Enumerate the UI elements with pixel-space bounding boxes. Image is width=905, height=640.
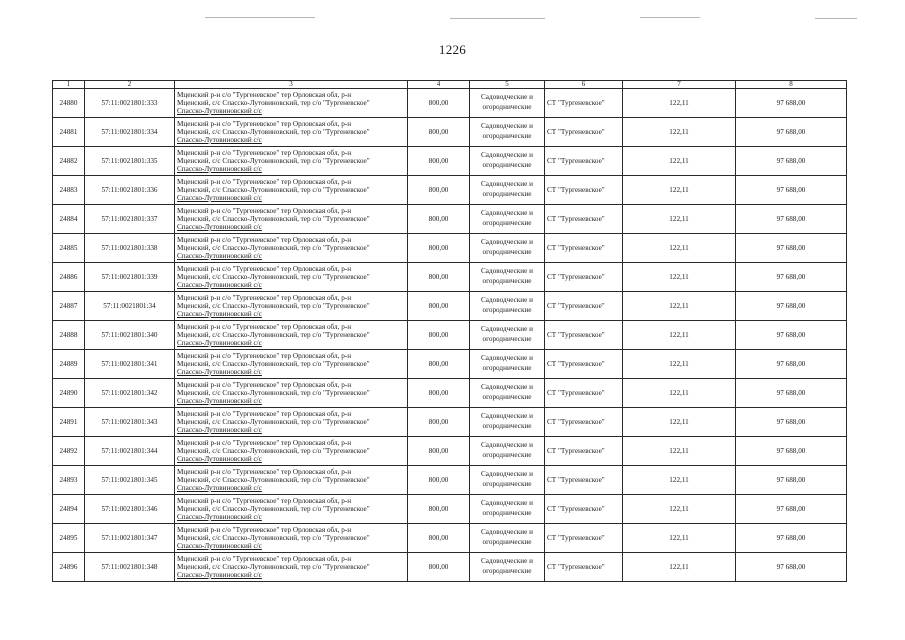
cadastral-value-cell: 97 688,00 [736,321,847,350]
cadastral-value-cell: 97 688,00 [736,118,847,147]
land-use-line: огороднические [482,509,532,517]
column-number-header: 3 [175,81,408,89]
unit-value-cell: 122,11 [623,234,736,263]
row-number-cell: 24894 [53,495,85,524]
column-number-header: 6 [545,81,623,89]
unit-value-cell: 122,11 [623,263,736,292]
land-use-cell [470,292,545,321]
unit-value-cell: 122,11 [623,89,736,118]
land-use-line: Садоводческие и [481,354,533,363]
land-use-line: Садоводческие и [481,151,533,160]
row-number-cell: 24886 [53,263,85,292]
land-use-cell [470,321,545,350]
cadastral-value-cell: 97 688,00 [736,89,847,118]
row-number-cell: 24884 [53,205,85,234]
cadastral-value-cell: 97 688,00 [736,379,847,408]
area-cell: 800,00 [408,466,470,495]
address-cell [175,466,408,495]
land-use-line: огороднические [482,335,532,343]
area-cell: 800,00 [408,292,470,321]
land-use-line: Садоводческие и [481,267,533,276]
row-number-cell: 24885 [53,234,85,263]
area-cell: 800,00 [408,350,470,379]
table-row [53,205,847,234]
address-cell [175,350,408,379]
address-line: Мценский р-н с/о "Тургеневское" тер Орловская обл, р-н [177,90,352,99]
land-use-cell [470,553,545,582]
land-use-line: Садоводческие и [481,238,533,247]
cadastral-value-cell: 97 688,00 [736,437,847,466]
column-number-row [53,81,847,89]
address-cell [175,234,408,263]
address-line: Мценский, с/с Спасско-Лутовиновский, тер с/о "Тургеневское" [177,359,370,368]
owner-cell: СТ "Тургеневское" [545,437,623,466]
address-cell [175,292,408,321]
row-number-cell: 24892 [53,437,85,466]
area-cell: 800,00 [408,147,470,176]
cadastral-value-cell: 97 688,00 [736,466,847,495]
land-use-cell [470,205,545,234]
address-cell [175,89,408,118]
column-number-header: 7 [623,81,736,89]
address-line: Мценский р-н с/о "Тургеневское" тер Орловская обл, р-н [177,177,352,186]
cadastral-number-cell: 57:11:0021801:337 [85,205,175,234]
cadastral-number-cell: 57:11:0021801:348 [85,553,175,582]
land-use-cell [470,263,545,292]
address-line: Мценский р-н с/о "Тургеневское" тер Орловская обл, р-н [177,264,352,273]
cadastral-number-cell: 57:11:0021801:343 [85,408,175,437]
table-row [53,321,847,350]
address-cell [175,205,408,234]
address-line: Спасско-Лутовиновский с/с [177,136,262,145]
cadastral-value-cell: 97 688,00 [736,524,847,553]
area-cell: 800,00 [408,176,470,205]
address-cell [175,553,408,582]
scan-mark [640,17,700,18]
owner-cell: СТ "Тургеневское" [545,321,623,350]
cadastral-value-cell: 97 688,00 [736,350,847,379]
cadastral-value-cell: 97 688,00 [736,234,847,263]
land-use-line: огороднические [482,306,532,314]
address-cell [175,495,408,524]
owner-cell: СТ "Тургеневское" [545,89,623,118]
row-number-cell: 24887 [53,292,85,321]
land-use-cell [470,89,545,118]
unit-value-cell: 122,11 [623,437,736,466]
owner-cell: СТ "Тургеневское" [545,205,623,234]
land-use-line: огороднические [482,277,532,285]
address-line: Мценский р-н с/о "Тургеневское" тер Орловская обл, р-н [177,438,352,447]
land-use-line: огороднические [482,393,532,401]
address-line: Мценский р-н с/о "Тургеневское" тер Орловская обл, р-н [177,293,352,302]
area-cell: 800,00 [408,437,470,466]
address-line: Мценский, с/с Спасско-Лутовиновский, тер с/о "Тургеневское" [177,475,370,484]
land-use-line: Садоводческие и [481,325,533,334]
registry-table [52,80,847,582]
area-cell: 800,00 [408,524,470,553]
land-use-cell [470,466,545,495]
column-number-header: 4 [408,81,470,89]
address-line: Мценский, с/с Спасско-Лутовиновский, тер с/о "Тургеневское" [177,272,370,281]
area-cell: 800,00 [408,205,470,234]
row-number-cell: 24895 [53,524,85,553]
address-line: Спасско-Лутовиновский с/с [177,426,262,435]
address-line: Спасско-Лутовиновский с/с [177,194,262,203]
land-use-cell [470,437,545,466]
table-row [53,379,847,408]
area-cell: 800,00 [408,408,470,437]
land-use-line: огороднические [482,190,532,198]
land-use-line: Садоводческие и [481,209,533,218]
land-use-line: огороднические [482,480,532,488]
address-cell [175,437,408,466]
address-line: Мценский, с/с Спасско-Лутовиновский, тер с/о "Тургеневское" [177,301,370,310]
address-line: Мценский, с/с Спасско-Лутовиновский, тер с/о "Тургеневское" [177,330,370,339]
address-line: Мценский р-н с/о "Тургеневское" тер Орловская обл, р-н [177,235,352,244]
table-row [53,350,847,379]
address-line: Мценский р-н с/о "Тургеневское" тер Орловская обл, р-н [177,351,352,360]
row-number-cell: 24880 [53,89,85,118]
owner-cell: СТ "Тургеневское" [545,292,623,321]
table-row [53,437,847,466]
address-line: Спасско-Лутовиновский с/с [177,223,262,232]
land-use-cell [470,495,545,524]
owner-cell: СТ "Тургеневское" [545,176,623,205]
cadastral-number-cell: 57:11:0021801:333 [85,89,175,118]
table-row [53,553,847,582]
column-number-header: 8 [736,81,847,89]
cadastral-number-cell: 57:11:0021801:335 [85,147,175,176]
address-cell [175,321,408,350]
owner-cell: СТ "Тургеневское" [545,495,623,524]
cadastral-number-cell: 57:11:0021801:338 [85,234,175,263]
land-use-line: Садоводческие и [481,470,533,479]
table-row [53,176,847,205]
land-use-cell [470,524,545,553]
address-line: Мценский, с/с Спасско-Лутовиновский, тер с/о "Тургеневское" [177,156,370,165]
land-use-line: Садоводческие и [481,441,533,450]
owner-cell: СТ "Тургеневское" [545,263,623,292]
cadastral-value-cell: 97 688,00 [736,263,847,292]
land-use-line: Садоводческие и [481,93,533,102]
cadastral-number-cell: 57:11:0021801:340 [85,321,175,350]
unit-value-cell: 122,11 [623,292,736,321]
table-row [53,495,847,524]
address-line: Мценский, с/с Спасско-Лутовиновский, тер с/о "Тургеневское" [177,417,370,426]
table-row [53,466,847,495]
area-cell: 800,00 [408,553,470,582]
cadastral-value-cell: 97 688,00 [736,292,847,321]
column-number-header: 5 [470,81,545,89]
address-line: Мценский, с/с Спасско-Лутовиновский, тер с/о "Тургеневское" [177,388,370,397]
cadastral-value-cell: 97 688,00 [736,205,847,234]
address-line: Мценский р-н с/о "Тургеневское" тер Орловская обл, р-н [177,554,352,563]
row-number-cell: 24883 [53,176,85,205]
table-row [53,118,847,147]
address-line: Спасско-Лутовиновский с/с [177,484,262,493]
land-use-line: огороднические [482,132,532,140]
address-line: Спасско-Лутовиновский с/с [177,281,262,290]
row-number-cell: 24896 [53,553,85,582]
cadastral-number-cell: 57:11:0021801:334 [85,118,175,147]
cadastral-number-cell: 57:11:0021801:336 [85,176,175,205]
cadastral-number-cell: 57:11:0021801:342 [85,379,175,408]
scan-mark [205,17,315,18]
address-line: Мценский р-н с/о "Тургеневское" тер Орловская обл, р-н [177,409,352,418]
address-line: Мценский р-н с/о "Тургеневское" тер Орловская обл, р-н [177,467,352,476]
address-line: Мценский, с/с Спасско-Лутовиновский, тер с/о "Тургеневское" [177,214,370,223]
owner-cell: СТ "Тургеневское" [545,234,623,263]
row-number-cell: 24881 [53,118,85,147]
land-use-line: огороднические [482,538,532,546]
table-row [53,234,847,263]
land-use-line: Садоводческие и [481,499,533,508]
address-line: Мценский р-н с/о "Тургеневское" тер Орловская обл, р-н [177,148,352,157]
unit-value-cell: 122,11 [623,118,736,147]
address-line: Мценский р-н с/о "Тургеневское" тер Орловская обл, р-н [177,525,352,534]
address-line: Спасско-Лутовиновский с/с [177,339,262,348]
land-use-line: огороднические [482,422,532,430]
land-use-line: огороднические [482,161,532,169]
cadastral-value-cell: 97 688,00 [736,495,847,524]
owner-cell: СТ "Тургеневское" [545,379,623,408]
owner-cell: СТ "Тургеневское" [545,408,623,437]
address-cell [175,176,408,205]
cadastral-number-cell: 57:11:0021801:339 [85,263,175,292]
area-cell: 800,00 [408,495,470,524]
unit-value-cell: 122,11 [623,524,736,553]
land-use-line: Садоводческие и [481,383,533,392]
address-line: Мценский р-н с/о "Тургеневское" тер Орловская обл, р-н [177,496,352,505]
unit-value-cell: 122,11 [623,466,736,495]
table-row [53,524,847,553]
address-line: Спасско-Лутовиновский с/с [177,542,262,551]
land-use-line: Садоводческие и [481,180,533,189]
address-line: Спасско-Лутовиновский с/с [177,310,262,319]
table-row [53,408,847,437]
column-number-header: 1 [53,81,85,89]
address-line: Спасско-Лутовиновский с/с [177,368,262,377]
cadastral-number-cell: 57:11:0021801:341 [85,350,175,379]
column-number-header: 2 [85,81,175,89]
land-use-line: Садоводческие и [481,557,533,566]
address-cell [175,524,408,553]
address-line: Спасско-Лутовиновский с/с [177,513,262,522]
address-line: Мценский р-н с/о "Тургеневское" тер Орловская обл, р-н [177,119,352,128]
address-line: Спасско-Лутовиновский с/с [177,455,262,464]
row-number-cell: 24890 [53,379,85,408]
address-line: Мценский р-н с/о "Тургеневское" тер Орловская обл, р-н [177,206,352,215]
unit-value-cell: 122,11 [623,147,736,176]
land-use-line: Садоводческие и [481,122,533,131]
row-number-cell: 24889 [53,350,85,379]
unit-value-cell: 122,11 [623,350,736,379]
cadastral-number-cell: 57:11:0021801:345 [85,466,175,495]
owner-cell: СТ "Тургеневское" [545,350,623,379]
land-use-cell [470,118,545,147]
address-line: Мценский р-н с/о "Тургеневское" тер Орловская обл, р-н [177,380,352,389]
table-row [53,292,847,321]
unit-value-cell: 122,11 [623,553,736,582]
address-cell [175,118,408,147]
cadastral-value-cell: 97 688,00 [736,408,847,437]
address-cell [175,379,408,408]
cadastral-value-cell: 97 688,00 [736,147,847,176]
cadastral-value-cell: 97 688,00 [736,553,847,582]
unit-value-cell: 122,11 [623,408,736,437]
address-line: Спасско-Лутовиновский с/с [177,165,262,174]
row-number-cell: 24893 [53,466,85,495]
land-use-line: огороднические [482,219,532,227]
address-line: Мценский, с/с Спасско-Лутовиновский, тер с/о "Тургеневское" [177,243,370,252]
land-use-cell [470,234,545,263]
address-line: Спасско-Лутовиновский с/с [177,397,262,406]
cadastral-number-cell: 57:11:0021801:346 [85,495,175,524]
table-row [53,147,847,176]
address-line: Спасско-Лутовиновский с/с [177,252,262,261]
address-line: Мценский р-н с/о "Тургеневское" тер Орловская обл, р-н [177,322,352,331]
area-cell: 800,00 [408,321,470,350]
scan-mark [815,18,857,19]
cadastral-number-cell: 57:11:0021801:34 [85,292,175,321]
table-row [53,263,847,292]
address-line: Мценский, с/с Спасско-Лутовиновский, тер с/о "Тургеневское" [177,127,370,136]
address-line: Мценский, с/с Спасско-Лутовиновский, тер с/о "Тургеневское" [177,185,370,194]
owner-cell: СТ "Тургеневское" [545,553,623,582]
owner-cell: СТ "Тургеневское" [545,118,623,147]
unit-value-cell: 122,11 [623,379,736,408]
land-use-cell [470,350,545,379]
address-line: Мценский, с/с Спасско-Лутовиновский, тер с/о "Тургеневское" [177,98,370,107]
area-cell: 800,00 [408,118,470,147]
land-use-line: огороднические [482,248,532,256]
land-use-cell [470,408,545,437]
land-use-line: Садоводческие и [481,412,533,421]
land-use-cell [470,379,545,408]
land-use-line: огороднические [482,103,532,111]
owner-cell: СТ "Тургеневское" [545,466,623,495]
table-row [53,89,847,118]
address-cell [175,147,408,176]
land-use-line: огороднические [482,567,532,575]
cadastral-value-cell: 97 688,00 [736,176,847,205]
cadastral-number-cell: 57:11:0021801:344 [85,437,175,466]
address-line: Мценский, с/с Спасско-Лутовиновский, тер с/о "Тургеневское" [177,533,370,542]
land-use-line: огороднические [482,364,532,372]
area-cell: 800,00 [408,263,470,292]
land-use-cell [470,147,545,176]
address-line: Спасско-Лутовиновский с/с [177,107,262,116]
area-cell: 800,00 [408,379,470,408]
row-number-cell: 24882 [53,147,85,176]
scan-mark [450,18,545,19]
row-number-cell: 24888 [53,321,85,350]
address-line: Спасско-Лутовиновский с/с [177,571,262,580]
area-cell: 800,00 [408,89,470,118]
unit-value-cell: 122,11 [623,495,736,524]
unit-value-cell: 122,11 [623,205,736,234]
area-cell: 800,00 [408,234,470,263]
land-use-line: огороднические [482,451,532,459]
land-use-cell [470,176,545,205]
row-number-cell: 24891 [53,408,85,437]
table-body [53,89,847,582]
address-cell [175,408,408,437]
page-number: 1226 [438,42,467,57]
address-cell [175,263,408,292]
address-line: Мценский, с/с Спасско-Лутовиновский, тер с/о "Тургеневское" [177,562,370,571]
land-use-line: Садоводческие и [481,296,533,305]
land-use-line: Садоводческие и [481,528,533,537]
unit-value-cell: 122,11 [623,176,736,205]
unit-value-cell: 122,11 [623,321,736,350]
owner-cell: СТ "Тургеневское" [545,147,623,176]
cadastral-number-cell: 57:11:0021801:347 [85,524,175,553]
address-line: Мценский, с/с Спасско-Лутовиновский, тер с/о "Тургеневское" [177,504,370,513]
address-line: Мценский, с/с Спасско-Лутовиновский, тер с/о "Тургеневское" [177,446,370,455]
owner-cell: СТ "Тургеневское" [545,524,623,553]
